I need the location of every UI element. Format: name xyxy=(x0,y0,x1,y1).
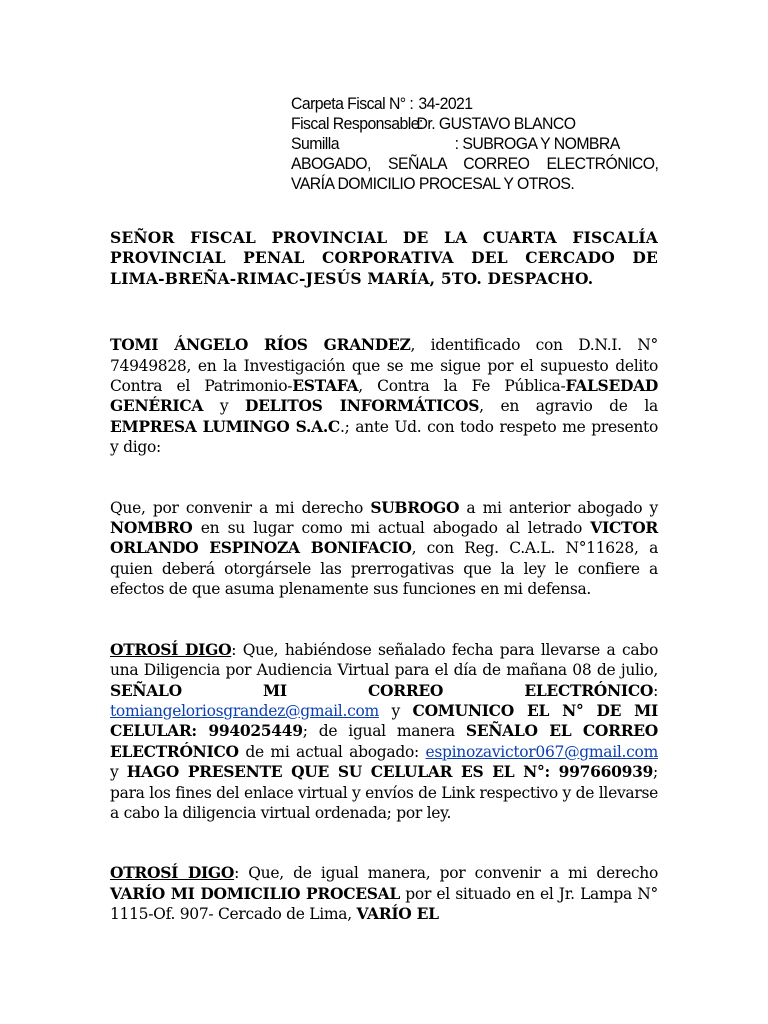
petitioner-name: TOMI ÁNGELO RÍOS GRANDEZ xyxy=(110,335,411,355)
case-header xyxy=(291,94,659,194)
comunico-celular: COMUNICO EL N° DE MI CELULAR: 994025449 xyxy=(110,700,658,741)
subroga-text-4: , con Reg. C.A.L. N°11628, a quien deberá otorgársele las prerrogativas que la ley le confiere a efectos de que asuma plenamente sus funciones en mi defensa. xyxy=(110,539,659,599)
crime-falsedad: FALSEDAD GENÉRICA xyxy=(110,376,658,416)
otrosi-label-1: OTROSÍ DIGO xyxy=(110,639,232,659)
otrosi1-text-4: ; de igual manera xyxy=(302,722,466,741)
fiscal-row xyxy=(291,114,633,134)
otrosi1-text-5: de mi actual abogado: xyxy=(238,742,426,761)
intro-text-2: , Contra la Fe Pública- xyxy=(358,377,566,396)
sumilla-row xyxy=(291,134,633,154)
hago-presente-celular: HAGO PRESENTE QUE SU CELULAR ES EL N°: 997660939 xyxy=(126,762,654,782)
otrosi1-text-1: : Que, habiéndose señalado fecha para llevarse a cabo una Diligencia por Audiencia Virtual para el día de mañana 08 de julio, xyxy=(110,640,658,680)
otrosi-label-2: OTROSÍ DIGO xyxy=(110,863,235,883)
otrosi1-text-2: : xyxy=(653,681,658,700)
intro-text-4: , en agravio de la xyxy=(479,397,658,416)
nombro-keyword: NOMBRO xyxy=(110,518,193,538)
subroga-text-2: a mi anterior abogado y xyxy=(459,498,659,517)
otrosi1-text-7: ; para los fines del enlace virtual y envíos de Link respectivo y de llevarse a cabo la diligencia virtual ordenada; por ley. xyxy=(110,763,658,822)
lawyer-name: VICTOR ORLANDO ESPINOZA BONIFACIO xyxy=(110,518,658,558)
vario-el: VARÍO EL xyxy=(356,904,439,924)
sumilla-line-3: VARÍA DOMICILIO PROCESAL Y OTROS. xyxy=(291,174,575,193)
vario-domicilio: VARÍO MI DOMICILIO PROCESAL xyxy=(110,883,400,903)
document-body xyxy=(110,228,658,925)
otrosi2-text-1: : Que, de igual manera, por convenir a mi derecho xyxy=(234,864,658,883)
email-link-client[interactable]: tomiangeloriosgrandez@gmail.com xyxy=(110,701,379,720)
otrosi1-text-6: y xyxy=(110,763,127,782)
addressee: SEÑOR FISCAL PROVINCIAL DE LA CUARTA FISCALÍA PROVINCIAL PENAL CORPORATIVA DEL CERCADO DE LIMA-BREÑA-RIMAC-JESÚS MARÍA, 5TO. DESPACHO. xyxy=(110,228,658,288)
sumilla-line-2: ABOGADO, SEÑALA CORREO ELECTRÓNICO, xyxy=(291,154,659,173)
fiscal-label: Fiscal Responsable: xyxy=(291,114,423,133)
sumilla-label: Sumilla xyxy=(291,134,339,153)
crime-delitos: DELITOS INFORMÁTICOS xyxy=(245,396,480,416)
subroga-paragraph xyxy=(110,498,658,600)
otrosi2-text-2: por el situado en el Jr. Lampa N° 1115-Of. 907- Cercado de Lima, xyxy=(110,884,658,924)
carpeta-value: 34-2021 xyxy=(418,94,473,113)
subroga-text-1: Que, por convenir a mi derecho xyxy=(110,498,371,517)
otrosi-paragraph-2 xyxy=(110,863,658,924)
carpeta-label: Carpeta Fiscal N° : xyxy=(291,94,414,113)
subrogo-keyword: SUBROGO xyxy=(370,497,460,517)
senalo-correo-abogado: SEÑALO EL CORREO ELECTRÓNICO xyxy=(110,721,658,761)
intro-text-3: y xyxy=(203,397,246,416)
senalo-correo: SEÑALO MI CORREO ELECTRÓNICO xyxy=(110,680,654,700)
intro-text-5: .; ante Ud. con todo respeto me presento y digo: xyxy=(110,417,658,457)
fiscal-value: Dr. GUSTAVO BLANCO xyxy=(416,114,576,133)
carpeta-row xyxy=(291,94,633,114)
crime-estafa: ESTAFA xyxy=(292,376,359,396)
company-name: EMPRESA LUMINGO S.A.C xyxy=(110,416,340,436)
subroga-text-3: en su lugar como mi actual abogado al letrado xyxy=(192,519,591,538)
otrosi-paragraph-1 xyxy=(110,640,658,824)
intro-paragraph xyxy=(110,335,658,457)
email-link-lawyer[interactable]: espinozavictor067@gmail.com xyxy=(425,742,658,761)
sumilla-value: : SUBROGA Y NOMBRA xyxy=(454,134,620,153)
intro-text-1: , identificado con D.N.I. N° 74949828, en la Investigación que se me sigue por el supuesto delito Contra el Patrimonio- xyxy=(110,336,659,396)
otrosi1-text-3: y xyxy=(378,701,413,720)
